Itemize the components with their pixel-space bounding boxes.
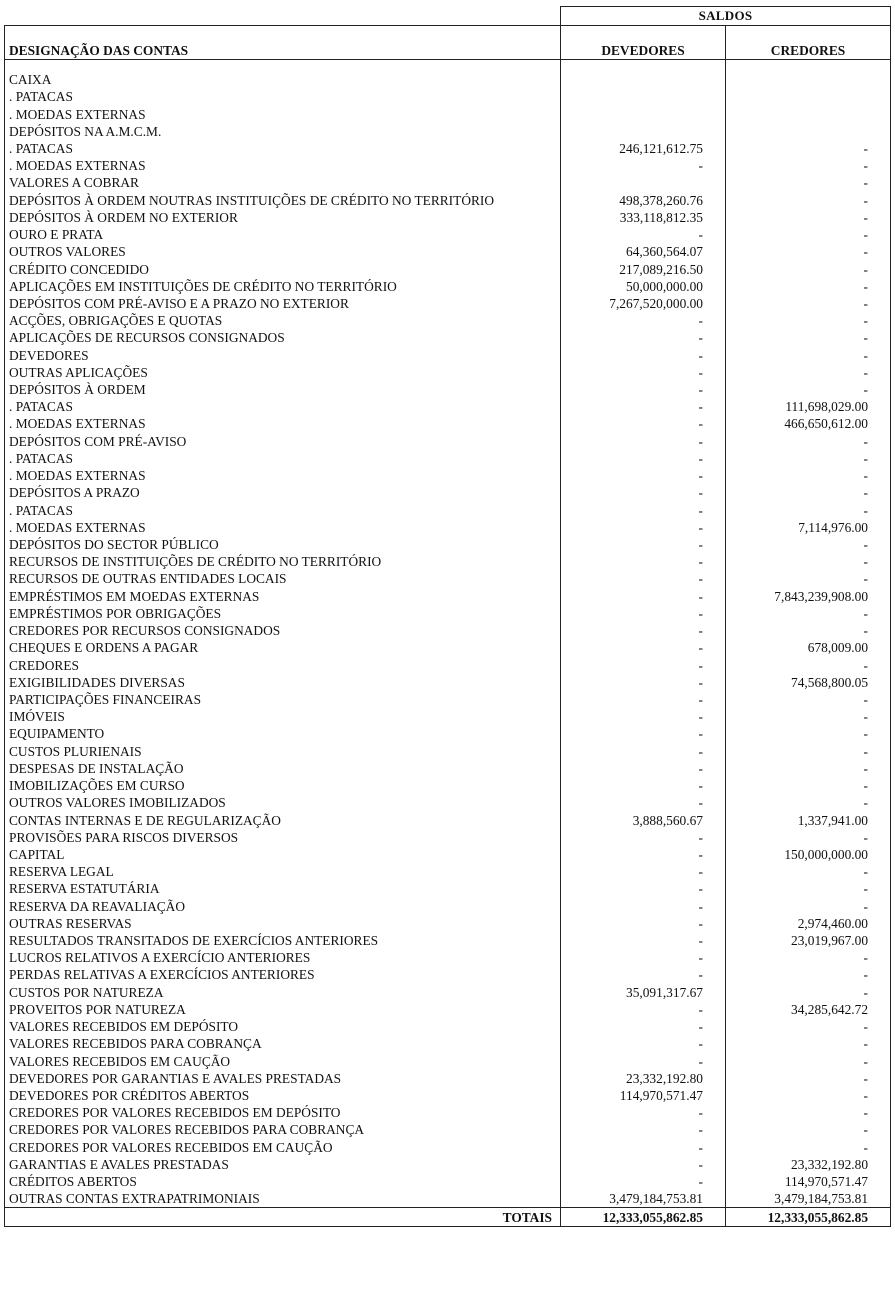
devedores-value: -: [561, 794, 726, 811]
credores-value: -: [726, 140, 891, 157]
account-name: CAIXA: [5, 71, 561, 88]
account-name: DEVEDORES POR CRÉDITOS ABERTOS: [5, 1087, 561, 1104]
credores-value: -: [726, 347, 891, 364]
credores-value: -: [726, 829, 891, 846]
devedores-header: DEVEDORES: [561, 26, 726, 60]
devedores-value: -: [561, 846, 726, 863]
table-row: [5, 829, 891, 846]
devedores-value: -: [561, 1035, 726, 1052]
saldos-header: SALDOS: [561, 7, 891, 26]
account-name: CUSTOS PLURIENAIS: [5, 743, 561, 760]
account-name: . PATACAS: [5, 501, 561, 518]
devedores-value: -: [561, 932, 726, 949]
credores-value: -: [726, 501, 891, 518]
designacao-header: DESIGNAÇÃO DAS CONTAS: [5, 26, 561, 60]
account-name: EMPRÉSTIMOS POR OBRIGAÇÕES: [5, 605, 561, 622]
devedores-value: 50,000,000.00: [561, 278, 726, 295]
table-row: [5, 898, 891, 915]
table-row: [5, 398, 891, 415]
table-row: [5, 450, 891, 467]
credores-value: -: [726, 329, 891, 346]
account-name: OUTROS VALORES IMOBILIZADOS: [5, 794, 561, 811]
table-row: [5, 777, 891, 794]
table-row: [5, 588, 891, 605]
table-row: [5, 433, 891, 450]
account-name: DEPÓSITOS DO SECTOR PÚBLICO: [5, 536, 561, 553]
devedores-value: 246,121,612.75: [561, 140, 726, 157]
account-name: CUSTOS POR NATUREZA: [5, 984, 561, 1001]
devedores-value: 23,332,192.80: [561, 1070, 726, 1087]
credores-value: 150,000,000.00: [726, 846, 891, 863]
account-name: VALORES RECEBIDOS EM DEPÓSITO: [5, 1018, 561, 1035]
table-row: [5, 656, 891, 673]
account-name: DEPÓSITOS À ORDEM: [5, 381, 561, 398]
account-name: APLICAÇÕES DE RECURSOS CONSIGNADOS: [5, 329, 561, 346]
devedores-value: 7,267,520,000.00: [561, 295, 726, 312]
credores-value: -: [726, 656, 891, 673]
totals-label: TOTAIS: [5, 1208, 561, 1227]
credores-value: -: [726, 157, 891, 174]
credores-value: 74,568,800.05: [726, 674, 891, 691]
table-row: [5, 105, 891, 122]
devedores-value: -: [561, 433, 726, 450]
devedores-value: -: [561, 777, 726, 794]
table-row: [5, 467, 891, 484]
credores-value: -: [726, 1104, 891, 1121]
table-row: [5, 174, 891, 191]
devedores-value: -: [561, 743, 726, 760]
credores-value: -: [726, 364, 891, 381]
account-name: . PATACAS: [5, 88, 561, 105]
devedores-value: 498,378,260.76: [561, 192, 726, 209]
table-row: [5, 966, 891, 983]
table-row: [5, 484, 891, 501]
totals-credores: 12,333,055,862.85: [726, 1208, 891, 1227]
account-name: RESULTADOS TRANSITADOS DE EXERCÍCIOS ANTERIORES: [5, 932, 561, 949]
account-name: RECURSOS DE OUTRAS ENTIDADES LOCAIS: [5, 570, 561, 587]
account-name: DEPÓSITOS À ORDEM NOUTRAS INSTITUIÇÕES DE CRÉDITO NO TERRITÓRIO: [5, 192, 561, 209]
table-row: [5, 381, 891, 398]
credores-value: -: [726, 484, 891, 501]
devedores-value: -: [561, 674, 726, 691]
table-row: [5, 932, 891, 949]
credores-value: -: [726, 1018, 891, 1035]
account-name: EXIGIBILIDADES DIVERSAS: [5, 674, 561, 691]
credores-value: -: [726, 536, 891, 553]
table-row: [5, 1001, 891, 1018]
account-name: CRÉDITO CONCEDIDO: [5, 260, 561, 277]
credores-value: -: [726, 1121, 891, 1138]
credores-value: -: [726, 433, 891, 450]
table-row: [5, 71, 891, 88]
account-name: CREDORES POR VALORES RECEBIDOS PARA COBRANÇA: [5, 1121, 561, 1138]
devedores-value: -: [561, 467, 726, 484]
credores-value: 23,332,192.80: [726, 1156, 891, 1173]
devedores-value: -: [561, 450, 726, 467]
table-row: [5, 863, 891, 880]
account-name: DEVEDORES: [5, 347, 561, 364]
devedores-value: -: [561, 725, 726, 742]
devedores-value: [561, 71, 726, 88]
table-row: [5, 243, 891, 260]
credores-value: 114,970,571.47: [726, 1173, 891, 1190]
table-row: [5, 1173, 891, 1190]
table-row: [5, 553, 891, 570]
devedores-value: -: [561, 501, 726, 518]
account-name: . MOEDAS EXTERNAS: [5, 157, 561, 174]
table-row: [5, 260, 891, 277]
credores-value: -: [726, 209, 891, 226]
table-row: [5, 123, 891, 140]
devedores-value: -: [561, 1018, 726, 1035]
credores-value: 678,009.00: [726, 639, 891, 656]
devedores-value: -: [561, 398, 726, 415]
credores-value: 1,337,941.00: [726, 811, 891, 828]
table-row: [5, 880, 891, 897]
account-name: . MOEDAS EXTERNAS: [5, 415, 561, 432]
account-name: CREDORES POR VALORES RECEBIDOS EM DEPÓSITO: [5, 1104, 561, 1121]
credores-value: -: [726, 570, 891, 587]
account-name: EMPRÉSTIMOS EM MOEDAS EXTERNAS: [5, 588, 561, 605]
table-row: [5, 192, 891, 209]
devedores-value: -: [561, 829, 726, 846]
table-row: [5, 1121, 891, 1138]
credores-value: -: [726, 760, 891, 777]
account-name: CRÉDITOS ABERTOS: [5, 1173, 561, 1190]
accounts-balance-table: [4, 6, 891, 1227]
account-name: PROVISÕES PARA RISCOS DIVERSOS: [5, 829, 561, 846]
devedores-value: -: [561, 760, 726, 777]
devedores-value: [561, 105, 726, 122]
table-row: [5, 501, 891, 518]
account-name: DEPÓSITOS NA A.M.C.M.: [5, 123, 561, 140]
account-name: DEPÓSITOS COM PRÉ-AVISO: [5, 433, 561, 450]
account-name: PROVEITOS POR NATUREZA: [5, 1001, 561, 1018]
credores-value: [726, 71, 891, 88]
accounts-table-body: [5, 60, 891, 1208]
table-row: [5, 811, 891, 828]
table-row: [5, 415, 891, 432]
devedores-value: -: [561, 364, 726, 381]
table-row: [5, 639, 891, 656]
account-name: CONTAS INTERNAS E DE REGULARIZAÇÃO: [5, 811, 561, 828]
devedores-value: [561, 88, 726, 105]
devedores-value: -: [561, 553, 726, 570]
credores-value: 7,843,239,908.00: [726, 588, 891, 605]
table-row: [5, 708, 891, 725]
account-name: CREDORES POR VALORES RECEBIDOS EM CAUÇÃO: [5, 1139, 561, 1156]
credores-value: [726, 105, 891, 122]
account-name: . PATACAS: [5, 140, 561, 157]
devedores-value: 35,091,317.67: [561, 984, 726, 1001]
table-row: [5, 1087, 891, 1104]
table-row: [5, 1190, 891, 1208]
devedores-value: 217,089,216.50: [561, 260, 726, 277]
account-name: . MOEDAS EXTERNAS: [5, 519, 561, 536]
credores-value: -: [726, 708, 891, 725]
devedores-value: -: [561, 1173, 726, 1190]
credores-value: -: [726, 898, 891, 915]
devedores-value: -: [561, 622, 726, 639]
account-name: OURO E PRATA: [5, 226, 561, 243]
table-row: [5, 1156, 891, 1173]
table-row: [5, 536, 891, 553]
credores-value: -: [726, 243, 891, 260]
credores-value: -: [726, 984, 891, 1001]
credores-value: -: [726, 381, 891, 398]
table-row: [5, 674, 891, 691]
credores-value: -: [726, 622, 891, 639]
table-row: [5, 1052, 891, 1069]
totals-devedores: 12,333,055,862.85: [561, 1208, 726, 1227]
devedores-value: -: [561, 381, 726, 398]
devedores-value: -: [561, 329, 726, 346]
devedores-value: -: [561, 880, 726, 897]
account-name: . PATACAS: [5, 450, 561, 467]
account-name: CAPITAL: [5, 846, 561, 863]
devedores-value: -: [561, 1001, 726, 1018]
table-row: [5, 1139, 891, 1156]
credores-value: [726, 88, 891, 105]
account-name: PERDAS RELATIVAS A EXERCÍCIOS ANTERIORES: [5, 966, 561, 983]
credores-value: -: [726, 295, 891, 312]
account-name: VALORES RECEBIDOS EM CAUÇÃO: [5, 1052, 561, 1069]
table-row: [5, 915, 891, 932]
table-row: [5, 984, 891, 1001]
credores-value: -: [726, 725, 891, 742]
header-saldos-row: [5, 7, 891, 26]
table-row: [5, 519, 891, 536]
account-name: LUCROS RELATIVOS A EXERCÍCIO ANTERIORES: [5, 949, 561, 966]
account-name: RESERVA ESTATUTÁRIA: [5, 880, 561, 897]
account-name: ACÇÕES, OBRIGAÇÕES E QUOTAS: [5, 312, 561, 329]
account-name: DEPÓSITOS À ORDEM NO EXTERIOR: [5, 209, 561, 226]
table-row: [5, 157, 891, 174]
credores-header: CREDORES: [726, 26, 891, 60]
table-row: [5, 295, 891, 312]
credores-value: -: [726, 226, 891, 243]
devedores-value: 3,479,184,753.81: [561, 1190, 726, 1208]
credores-value: -: [726, 777, 891, 794]
credores-value: 23,019,967.00: [726, 932, 891, 949]
credores-value: -: [726, 1052, 891, 1069]
credores-value: 2,974,460.00: [726, 915, 891, 932]
devedores-value: -: [561, 570, 726, 587]
credores-value: -: [726, 743, 891, 760]
account-name: DESPESAS DE INSTALAÇÃO: [5, 760, 561, 777]
credores-value: -: [726, 1087, 891, 1104]
table-row: [5, 760, 891, 777]
table-row: [5, 88, 891, 105]
credores-value: -: [726, 794, 891, 811]
account-name: RESERVA LEGAL: [5, 863, 561, 880]
table-row: [5, 605, 891, 622]
devedores-value: -: [561, 1121, 726, 1138]
header-columns-row: [5, 26, 891, 60]
account-name: CHEQUES E ORDENS A PAGAR: [5, 639, 561, 656]
account-name: OUTROS VALORES: [5, 243, 561, 260]
credores-value: -: [726, 467, 891, 484]
table-row: [5, 1035, 891, 1052]
devedores-value: -: [561, 226, 726, 243]
credores-value: -: [726, 605, 891, 622]
account-name: . PATACAS: [5, 398, 561, 415]
credores-value: -: [726, 278, 891, 295]
credores-value: -: [726, 966, 891, 983]
account-name: OUTRAS RESERVAS: [5, 915, 561, 932]
devedores-value: -: [561, 656, 726, 673]
devedores-value: -: [561, 691, 726, 708]
devedores-value: -: [561, 898, 726, 915]
account-name: OUTRAS APLICAÇÕES: [5, 364, 561, 381]
account-name: RECURSOS DE INSTITUIÇÕES DE CRÉDITO NO TERRITÓRIO: [5, 553, 561, 570]
devedores-value: -: [561, 415, 726, 432]
table-row: [5, 1070, 891, 1087]
credores-value: -: [726, 192, 891, 209]
credores-value: 111,698,029.00: [726, 398, 891, 415]
devedores-value: -: [561, 1156, 726, 1173]
credores-value: -: [726, 691, 891, 708]
account-name: IMOBILIZAÇÕES EM CURSO: [5, 777, 561, 794]
devedores-value: -: [561, 519, 726, 536]
credores-value: -: [726, 1070, 891, 1087]
table-row: [5, 347, 891, 364]
credores-value: -: [726, 312, 891, 329]
account-name: DEVEDORES POR GARANTIAS E AVALES PRESTADAS: [5, 1070, 561, 1087]
devedores-value: -: [561, 863, 726, 880]
devedores-value: 64,360,564.07: [561, 243, 726, 260]
table-row: [5, 794, 891, 811]
table-row: [5, 949, 891, 966]
table-row: [5, 278, 891, 295]
table-row: [5, 570, 891, 587]
devedores-value: -: [561, 1139, 726, 1156]
devedores-value: 3,888,560.67: [561, 811, 726, 828]
credores-value: 3,479,184,753.81: [726, 1190, 891, 1208]
devedores-value: -: [561, 1052, 726, 1069]
account-name: APLICAÇÕES EM INSTITUIÇÕES DE CRÉDITO NO TERRITÓRIO: [5, 278, 561, 295]
account-name: CREDORES: [5, 656, 561, 673]
credores-value: -: [726, 949, 891, 966]
account-name: VALORES RECEBIDOS PARA COBRANÇA: [5, 1035, 561, 1052]
account-name: GARANTIAS E AVALES PRESTADAS: [5, 1156, 561, 1173]
credores-value: 34,285,642.72: [726, 1001, 891, 1018]
devedores-value: [561, 123, 726, 140]
devedores-value: -: [561, 588, 726, 605]
table-row: [5, 1104, 891, 1121]
credores-value: -: [726, 553, 891, 570]
devedores-value: -: [561, 639, 726, 656]
account-name: . MOEDAS EXTERNAS: [5, 467, 561, 484]
devedores-value: [561, 174, 726, 191]
account-name: DEPÓSITOS A PRAZO: [5, 484, 561, 501]
table-row: [5, 209, 891, 226]
table-row: [5, 1018, 891, 1035]
table-row: [5, 725, 891, 742]
credores-value: -: [726, 1139, 891, 1156]
table-row: [5, 312, 891, 329]
table-row: [5, 140, 891, 157]
credores-value: -: [726, 1035, 891, 1052]
table-row: [5, 691, 891, 708]
credores-value: -: [726, 260, 891, 277]
account-name: PARTICIPAÇÕES FINANCEIRAS: [5, 691, 561, 708]
table-row: [5, 329, 891, 346]
table-row: [5, 743, 891, 760]
devedores-value: -: [561, 312, 726, 329]
account-name: EQUIPAMENTO: [5, 725, 561, 742]
credores-value: 466,650,612.00: [726, 415, 891, 432]
credores-value: -: [726, 174, 891, 191]
credores-value: 7,114,976.00: [726, 519, 891, 536]
account-name: DEPÓSITOS COM PRÉ-AVISO E A PRAZO NO EXTERIOR: [5, 295, 561, 312]
devedores-value: 333,118,812.35: [561, 209, 726, 226]
credores-value: -: [726, 880, 891, 897]
account-name: RESERVA DA REAVALIAÇÃO: [5, 898, 561, 915]
devedores-value: -: [561, 605, 726, 622]
totals-row: [5, 1208, 891, 1227]
account-name: OUTRAS CONTAS EXTRAPATRIMONIAIS: [5, 1190, 561, 1208]
devedores-value: -: [561, 157, 726, 174]
devedores-value: -: [561, 966, 726, 983]
credores-value: [726, 123, 891, 140]
table-row: [5, 846, 891, 863]
credores-value: -: [726, 450, 891, 467]
table-row: [5, 622, 891, 639]
devedores-value: -: [561, 536, 726, 553]
devedores-value: -: [561, 347, 726, 364]
devedores-value: -: [561, 708, 726, 725]
devedores-value: 114,970,571.47: [561, 1087, 726, 1104]
account-name: . MOEDAS EXTERNAS: [5, 105, 561, 122]
account-name: VALORES A COBRAR: [5, 174, 561, 191]
account-name: CREDORES POR RECURSOS CONSIGNADOS: [5, 622, 561, 639]
devedores-value: -: [561, 1104, 726, 1121]
devedores-value: -: [561, 484, 726, 501]
credores-value: -: [726, 863, 891, 880]
table-row: [5, 364, 891, 381]
account-name: IMÓVEIS: [5, 708, 561, 725]
devedores-value: -: [561, 949, 726, 966]
devedores-value: -: [561, 915, 726, 932]
table-row: [5, 226, 891, 243]
